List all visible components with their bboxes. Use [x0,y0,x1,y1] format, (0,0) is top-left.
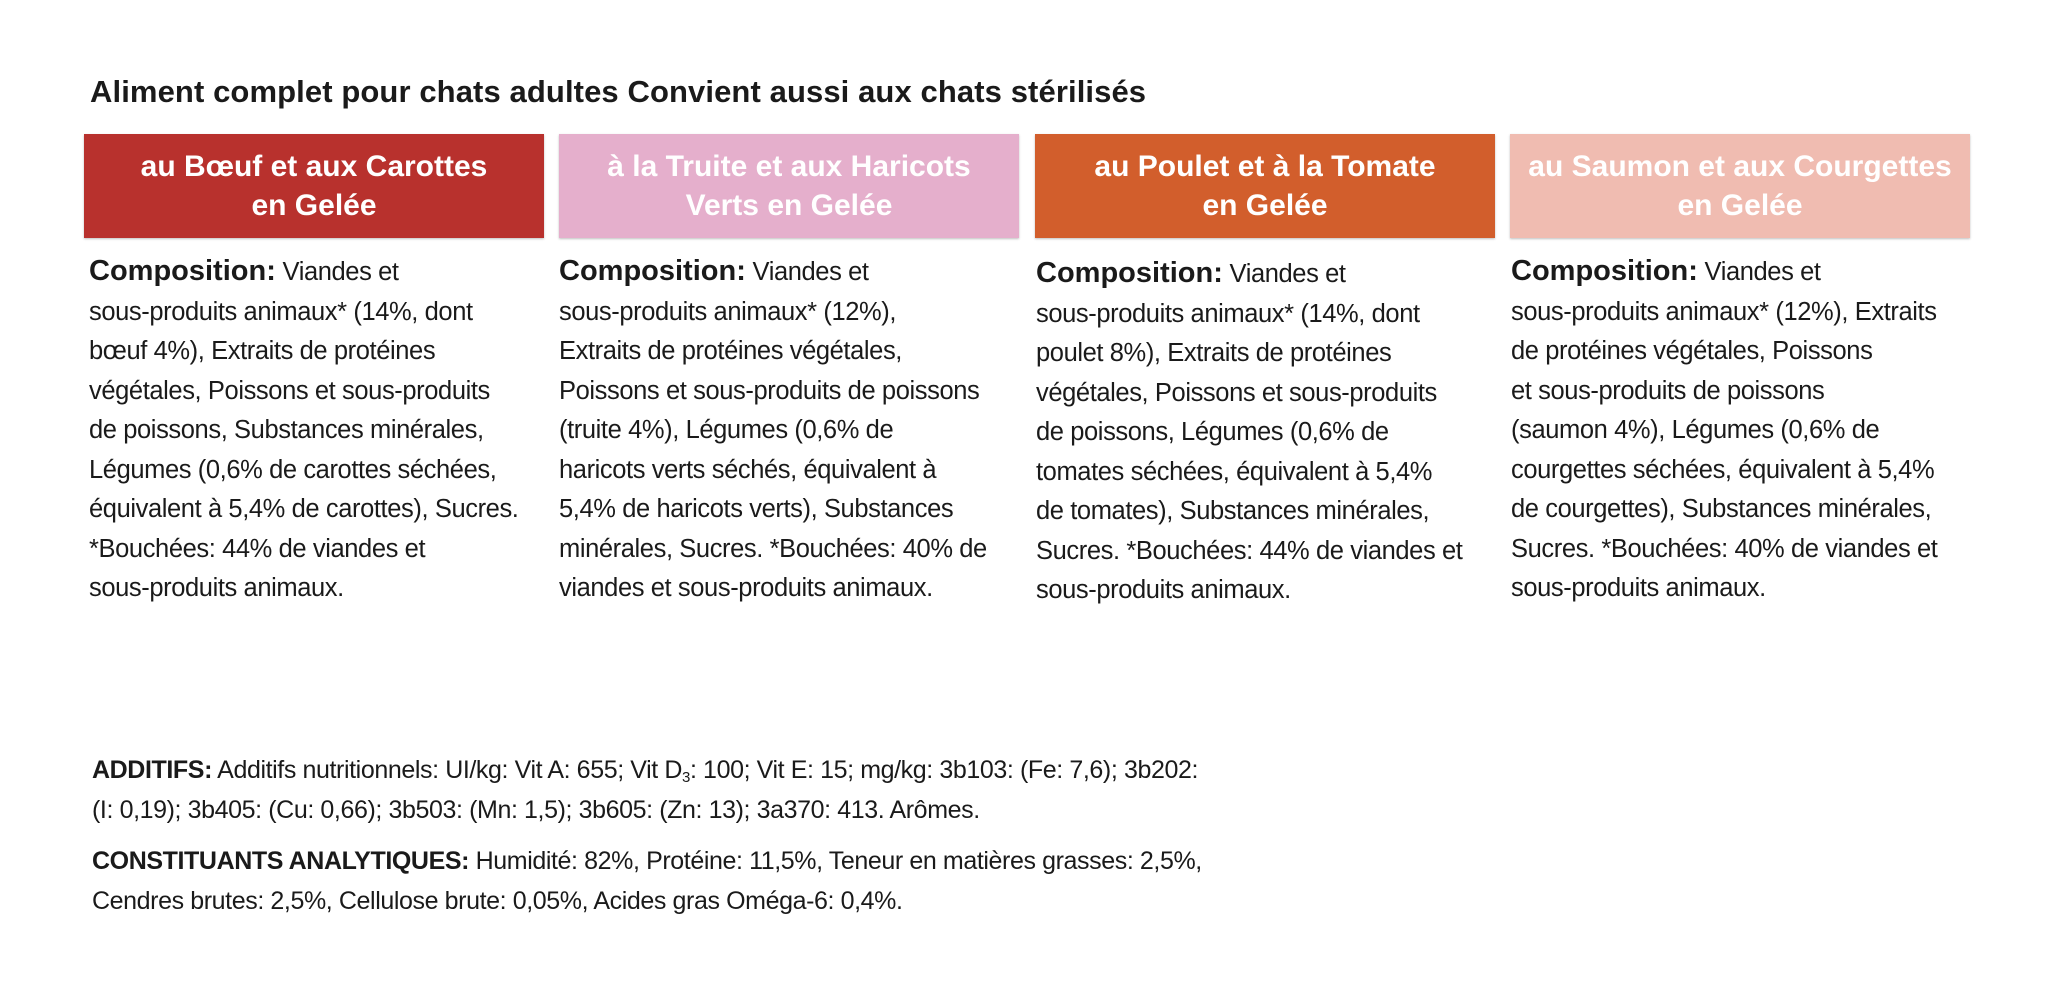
composition-line: de poissons, Substances minérales, [89,416,484,444]
composition-line: Viandes et [1222,260,1346,288]
page-title: Aliment complet pour chats adultes Convient aussi aux chats stérilisés [90,74,1147,109]
composition-line: de poissons, Légumes (0,6% de [1036,418,1389,446]
composition-line: Viandes et [1697,258,1821,286]
composition-line: 5,4% de haricots verts), Substances [559,495,954,523]
constituents-label: CONSTITUANTS ANALYTIQUES: [92,847,470,875]
variety-trout-green-beans [559,134,1019,609]
composition-line: de protéines végétales, Poissons [1511,337,1873,365]
composition-line: Viandes et [745,258,869,286]
composition-line: sous-produits animaux* (12%), Extraits [1511,297,1937,326]
composition-line: (saumon 4%), Légumes (0,6% de [1511,416,1880,444]
composition-line: sous-produits animaux. [1511,574,1766,602]
composition-line: sous-produits animaux. [1036,576,1291,604]
composition-line: sous-produits animaux* (12%), [559,297,897,326]
composition-line: bœuf 4%), Extraits de protéines [89,337,436,365]
variety-name-line: à la Truite et aux Haricots [607,150,971,183]
variety-name-line: en Gelée [251,189,377,222]
variety-header [1510,134,1970,238]
variety-header [1035,134,1495,238]
constituents-text: Cendres brutes: 2,5%, Cellulose brute: 0,05%, Acides gras Oméga-6: 0,4%. [92,886,903,915]
composition-line: courgettes séchées, équivalent à 5,4% [1511,455,1935,484]
additives-text: : 100; Vit E: 15; mg/kg: 3b103: (Fe: 7,6); 3b202: [689,756,1199,784]
composition-line: et sous-produits de poissons [1511,376,1825,405]
variety-header [84,134,544,238]
composition-line: végétales, Poissons et sous-produits [89,376,490,405]
composition-text [559,252,1019,609]
composition-line: sous-produits animaux* (14%, dont [89,297,473,326]
variety-columns [84,134,1966,614]
composition-text [1510,252,1970,609]
constituents-section [92,842,1202,921]
composition-line: haricots verts séchés, équivalent à [559,455,937,484]
composition-label: Composition: [1511,255,1698,287]
composition-text [1035,254,1495,611]
composition-line: sous-produits animaux. [89,574,344,602]
composition-text [84,252,544,609]
additives-label: ADDITIFS: [92,756,212,784]
composition-line: de courgettes), Substances minérales, [1511,495,1932,523]
variety-salmon-courgettes [1510,134,1970,609]
composition-line: Poissons et sous-produits de poissons [559,376,980,405]
variety-chicken-tomato [1035,134,1495,611]
composition-line: (truite 4%), Légumes (0,6% de [559,416,894,444]
composition-line: sous-produits animaux* (14%, dont [1036,299,1420,328]
variety-name-line: au Poulet et à la Tomate [1094,150,1436,183]
variety-name-line: au Saumon et aux Courgettes [1528,150,1952,183]
additives-text: (I: 0,19); 3b405: (Cu: 0,66); 3b503: (Mn: 1,5); 3b605: (Zn: 13); 3a370: 413. Arômes. [92,795,980,824]
variety-name-line: au Bœuf et aux Carottes [140,150,488,183]
composition-label: Composition: [559,255,746,287]
composition-line: viandes et sous-produits animaux. [559,574,933,602]
composition-line: végétales, Poissons et sous-produits [1036,378,1437,407]
additives-text: Additifs nutritionnels: UI/kg: Vit A: 655; Vit D [212,756,683,784]
composition-line: Extraits de protéines végétales, [559,337,902,365]
composition-line: minérales, Sucres. *Bouchées: 40% de [559,534,987,563]
additives-subscript: 3 [682,769,690,786]
variety-name-line: Verts en Gelée [685,189,893,222]
composition-line: Légumes (0,6% de carottes séchées, [89,455,497,484]
composition-line: poulet 8%), Extraits de protéines [1036,339,1392,367]
composition-label: Composition: [89,255,276,287]
composition-line: Sucres. *Bouchées: 40% de viandes et [1511,534,1938,563]
variety-name-line: en Gelée [1202,189,1328,222]
composition-line: équivalent à 5,4% de carottes), Sucres. [89,495,519,523]
constituents-text: Humidité: 82%, Protéine: 11,5%, Teneur en matières grasses: 2,5%, [469,847,1202,875]
composition-line: *Bouchées: 44% de viandes et [89,534,426,563]
composition-line: Viandes et [275,258,399,286]
composition-line: de tomates), Substances minérales, [1036,497,1430,525]
variety-beef-carrots [84,134,544,609]
composition-label: Composition: [1036,257,1223,289]
composition-line: Sucres. *Bouchées: 44% de viandes et [1036,536,1463,565]
variety-name-line: en Gelée [1677,189,1803,222]
additives-section [92,751,1198,830]
variety-header [559,134,1019,238]
composition-line: tomates séchées, équivalent à 5,4% [1036,457,1433,486]
